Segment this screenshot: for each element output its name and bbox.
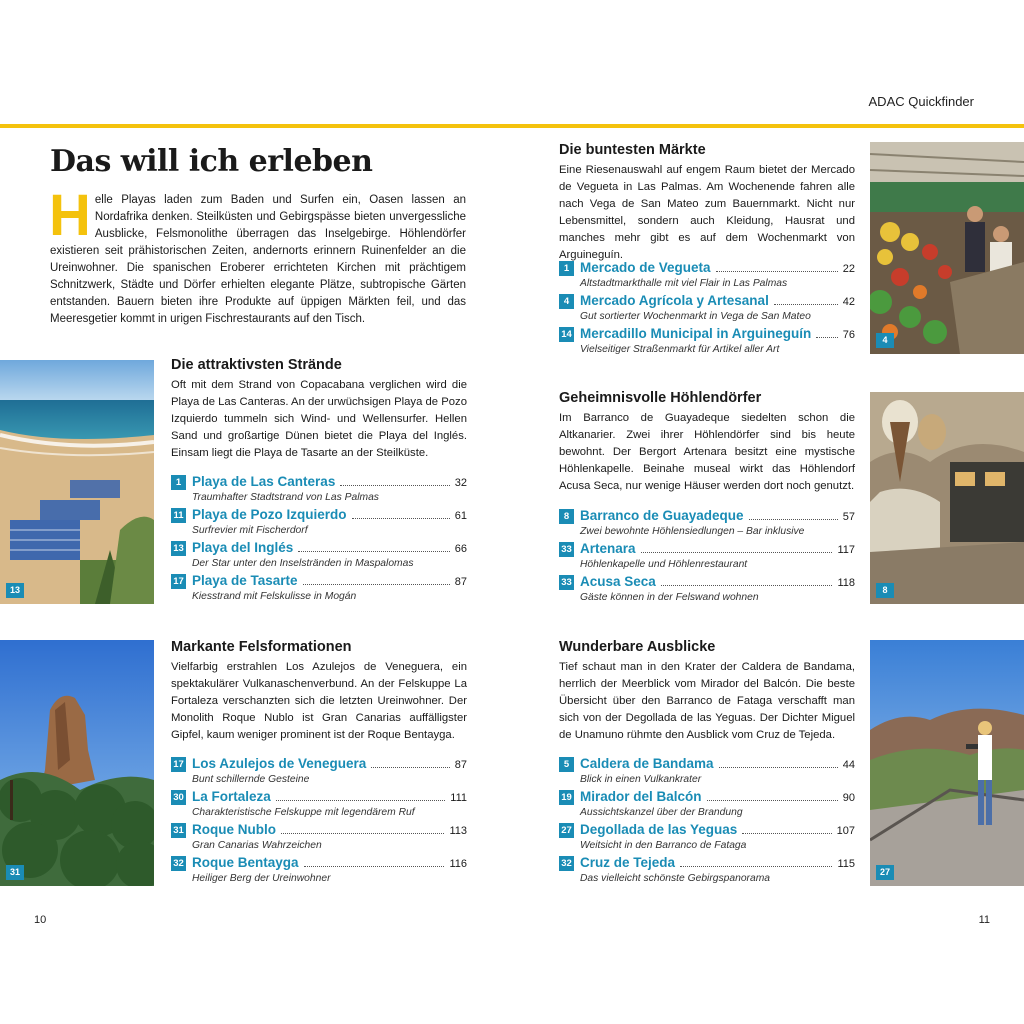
entry-title-link[interactable]: Playa de Tasarte (192, 573, 298, 588)
rock-photo (0, 640, 154, 886)
list-maerkte (559, 260, 855, 359)
cave-photo (870, 392, 1024, 604)
leader-dots (276, 799, 445, 801)
entry-subtitle: Der Star unter den Inselstränden in Maspalomas (192, 558, 414, 569)
market-illustration (870, 142, 1024, 354)
entry-title-link[interactable]: Mercado de Vegueta (580, 260, 711, 275)
list-item[interactable] (559, 293, 855, 326)
leader-dots (716, 270, 838, 272)
entry-page-number: 111 (450, 792, 467, 804)
list-ausblicke (559, 756, 855, 888)
page-number-left: 10 (34, 914, 47, 926)
entry-number-badge: 32 (171, 856, 186, 871)
photo-number-badge: 8 (876, 583, 894, 598)
list-item[interactable] (559, 508, 855, 541)
list-item[interactable] (559, 260, 855, 293)
leader-dots (742, 832, 831, 834)
entry-subtitle: Gut sortierter Wochenmarkt in Vega de San Mateo (580, 311, 811, 322)
entry-number-badge: 1 (559, 261, 574, 276)
photo-number-badge: 4 (876, 333, 894, 348)
running-header: ADAC Quickfinder (868, 94, 974, 109)
entry-title-link[interactable]: Playa de Pozo Izquierdo (192, 507, 347, 522)
entry-number-badge: 32 (559, 856, 574, 871)
entry-subtitle: Zwei bewohnte Höhlensiedlungen – Bar inklusive (580, 526, 805, 537)
entry-number-badge: 4 (559, 294, 574, 309)
list-item[interactable] (171, 507, 467, 540)
leader-dots (816, 336, 837, 338)
entry-number-badge: 33 (559, 575, 574, 590)
entry-number-badge: 27 (559, 823, 574, 838)
entry-subtitle: Gran Canarias Wahrzeichen (192, 840, 322, 851)
section-heading: Die attraktivsten Strände (171, 357, 342, 373)
entry-page-number: 87 (454, 759, 467, 771)
entry-number-badge: 30 (171, 790, 186, 805)
entry-title-link[interactable]: Playa del Inglés (192, 540, 294, 555)
list-item[interactable] (559, 326, 855, 359)
entry-title-link[interactable]: La Fortaleza (192, 789, 271, 804)
entry-subtitle: Aussichtskanzel über der Brandung (580, 807, 743, 818)
leader-dots (352, 517, 450, 519)
leader-dots (281, 832, 444, 834)
section-fels (171, 638, 467, 744)
leader-dots (680, 865, 832, 867)
leader-dots (707, 799, 838, 801)
entry-number-badge: 11 (171, 508, 186, 523)
list-item[interactable] (171, 756, 467, 789)
section-text: Eine Riesenauswahl auf engem Raum bietet der Mercado de Vegueta in Las Palmas. Am Wochenende fahren alle nach Vega de San Mateo zum Bauernmarkt. Nicht nur Lebensmittel, sondern auch Kleidung, Hausrat und manches mehr gibt es auf dem Wochenmarkt von Arguineguín. (559, 164, 855, 261)
photo-number-badge: 13 (6, 583, 24, 598)
list-item[interactable] (559, 541, 855, 574)
entry-subtitle: Heiliger Berg der Ureinwohner (192, 873, 331, 884)
entry-page-number: 57 (842, 511, 855, 523)
section-text: Tief schaut man in den Krater der Caldera de Bandama, herrlich der Meerblick vom Mirador del Balcón. Die beste Übersicht über den Barranco de Fataga verschafft man sich von der Degollada de las Yeguas. Der Dichter Miguel de Unamuno rühmte den Ausblick vom Cruz de Tejeda. (559, 661, 855, 741)
section-text: Oft mit dem Strand von Copacabana verglichen wird die Playa de Las Canteras. An der urwüchsigen Playa de Pozo Izquierdo tummeln sich Wind- und Wellensurfer. Hellen Sand und großartige Dünen bietet die Playa del Inglés. Einsam liegt die Playa de Tasarte an der Steilküste. (171, 379, 467, 459)
entry-title-link[interactable]: Caldera de Bandama (580, 756, 714, 771)
list-fels (171, 756, 467, 888)
section-heading: Wunderbare Ausblicke (559, 639, 716, 655)
entry-number-badge: 19 (559, 790, 574, 805)
entry-number-badge: 8 (559, 509, 574, 524)
entry-page-number: 61 (454, 510, 467, 522)
entry-title-link[interactable]: Cruz de Tejeda (580, 855, 676, 870)
entry-number-badge: 14 (559, 327, 574, 342)
section-heading: Markante Felsformationen (171, 639, 352, 655)
list-item[interactable] (171, 822, 467, 855)
entry-page-number: 22 (842, 263, 855, 275)
entry-page-number: 115 (837, 858, 855, 870)
page-number-right: 11 (978, 914, 990, 926)
section-text: Im Barranco de Guayadeque siedelten schon die Altkanarier. Zwei ihrer Höhlendörfer sind bis heute bewohnt. Der Bergort Artenara besitzt eine mystische Höhlenkapelle. Beinahe museal wirkt das Höhlendorf Acusa Seca, nur wenige Häuser werden dort noch genutzt. (559, 412, 855, 492)
list-straende (171, 474, 467, 606)
list-item[interactable] (559, 574, 855, 607)
entry-number-badge: 13 (171, 541, 186, 556)
entry-title-link[interactable]: Barranco de Guayadeque (580, 508, 744, 523)
entry-subtitle: Traumhafter Stadtstrand von Las Palmas (192, 492, 379, 503)
leader-dots (303, 583, 450, 585)
entry-subtitle: Blick in einen Vulkankrater (580, 774, 702, 785)
list-item[interactable] (171, 474, 467, 507)
market-photo (870, 142, 1024, 354)
photo-number-badge: 31 (6, 865, 24, 880)
leader-dots (304, 865, 445, 867)
entry-number-badge: 31 (171, 823, 186, 838)
entry-title-link[interactable]: Los Azulejos de Veneguera (192, 756, 367, 771)
entry-subtitle: Vielseitiger Straßenmarkt für Artikel aller Art (580, 344, 780, 355)
entry-title-link[interactable]: Roque Nublo (192, 822, 276, 837)
top-rule (0, 124, 1024, 128)
entry-number-badge: 5 (559, 757, 574, 772)
list-hoehlen (559, 508, 855, 607)
leader-dots (661, 584, 833, 586)
entry-page-number: 44 (842, 759, 855, 771)
section-maerkte (559, 141, 855, 264)
entry-page-number: 90 (842, 792, 855, 804)
leader-dots (298, 550, 449, 552)
entry-page-number: 87 (454, 576, 467, 588)
viewpoint-illustration (870, 640, 1024, 886)
drop-cap: H (49, 183, 91, 248)
entry-subtitle: Bunt schillernde Gesteine (192, 774, 310, 785)
entry-subtitle: Höhlenkapelle und Höhlenrestaurant (580, 559, 748, 570)
entry-page-number: 66 (454, 543, 467, 555)
intro-paragraph (49, 183, 466, 328)
entry-page-number: 116 (449, 858, 467, 870)
entry-title-link[interactable]: Mercado Agrícola y Artesanal (580, 293, 769, 308)
section-hoehlen (559, 389, 855, 495)
entry-page-number: 107 (836, 825, 855, 837)
list-item[interactable] (171, 789, 467, 822)
section-text: Vielfarbig erstrahlen Los Azulejos de Veneguera, ein spektakulärer Vulkanaschenverbund. An der Felskuppe La Fortaleza verschanzten sich die letzten Ureinwohner. Der Monolith Roque Nublo ist Gran Canarias auffälligster Gipfel, kaum weniger prominent ist der Roque Bentayga. (171, 661, 467, 741)
entry-number-badge: 33 (559, 542, 574, 557)
beach-illustration (0, 360, 154, 604)
page-title: Das will ich erleben (50, 144, 373, 179)
list-item[interactable] (559, 789, 855, 822)
leader-dots (371, 766, 449, 768)
viewpoint-photo (870, 640, 1024, 886)
entry-subtitle: Surfrevier mit Fischerdorf (192, 525, 308, 536)
entry-page-number: 117 (837, 544, 855, 556)
intro-text: elle Playas laden zum Baden und Surfen ein, Oasen lassen an Nordafrika denken. Steilküsten und Gebirgspässe bieten unvergessliche Ausblicke, Felsmonolithe überragen das Inselgebirge. Höhlendörfer existieren seit prähistorischen Zeiten, andernorts erinnern Ruinenfelder an die Ureinwohner. Die spanischen Eroberer errichteten Kirchen mit prächtigem Schnitzwerk, Städte und Dörfer erhielten elegante Plätze, subtropische Gärten entstanden. Bauern bieten ihre Produkte auf üppigen Märkten feil, und das Meeresgetier kommt in urigen Fischrestaurants auf den Tisch. (50, 194, 466, 325)
section-heading: Geheimnisvolle Höhlendörfer (559, 390, 762, 406)
entry-page-number: 118 (837, 577, 855, 589)
list-item[interactable] (171, 855, 467, 888)
rock-illustration (0, 640, 154, 886)
photo-number-badge: 27 (876, 865, 894, 880)
entry-subtitle: Gäste können in der Felswand wohnen (580, 592, 759, 603)
leader-dots (340, 484, 449, 486)
list-item[interactable] (559, 822, 855, 855)
list-item[interactable] (171, 573, 467, 606)
entry-page-number: 32 (454, 477, 467, 489)
entry-title-link[interactable]: Degollada de las Yeguas (580, 822, 738, 837)
entry-subtitle: Altstadtmarkthalle mit viel Flair in Las Palmas (580, 278, 788, 289)
entry-page-number: 113 (449, 825, 467, 837)
section-straende (171, 356, 467, 462)
entry-subtitle: Charakteristische Felskuppe mit legendärem Ruf (192, 807, 415, 818)
beach-photo (0, 360, 154, 604)
section-ausblicke (559, 638, 855, 744)
cave-illustration (870, 392, 1024, 604)
entry-subtitle: Das vielleicht schönste Gebirgspanorama (580, 873, 771, 884)
entry-subtitle: Weitsicht in den Barranco de Fataga (580, 840, 747, 851)
list-item[interactable] (559, 855, 855, 888)
leader-dots (749, 518, 838, 520)
entry-number-badge: 17 (171, 574, 186, 589)
entry-number-badge: 1 (171, 475, 186, 490)
list-item[interactable] (171, 540, 467, 573)
entry-page-number: 42 (842, 296, 855, 308)
leader-dots (719, 766, 838, 768)
entry-title-link[interactable]: Artenara (580, 541, 636, 556)
entry-subtitle: Kiesstrand mit Felskulisse in Mogán (192, 591, 357, 602)
entry-title-link[interactable]: Roque Bentayga (192, 855, 299, 870)
entry-title-link[interactable]: Mercadillo Municipal in Arguineguín (580, 326, 812, 341)
leader-dots (641, 551, 833, 553)
entry-page-number: 76 (842, 329, 855, 341)
list-item[interactable] (559, 756, 855, 789)
entry-title-link[interactable]: Acusa Seca (580, 574, 656, 589)
entry-number-badge: 17 (171, 757, 186, 772)
entry-title-link[interactable]: Playa de Las Canteras (192, 474, 336, 489)
leader-dots (774, 303, 838, 305)
section-heading: Die buntesten Märkte (559, 142, 706, 158)
entry-title-link[interactable]: Mirador del Balcón (580, 789, 702, 804)
